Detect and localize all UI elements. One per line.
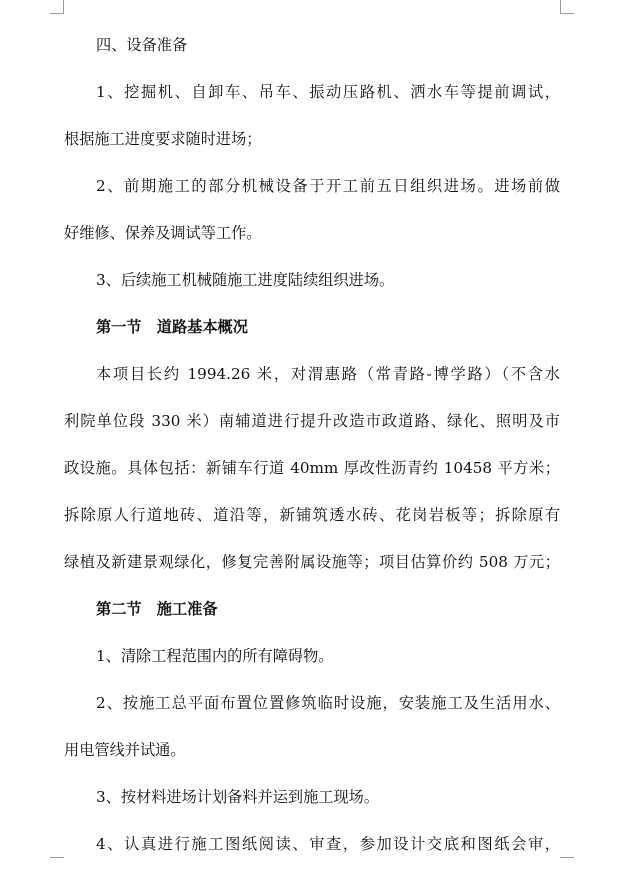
text-line: 绿植及新建景观绿化，修复完善附属设施等；项目估算价约 508 万元； [64,553,560,571]
text-line: 4、认真进行施工图纸阅读、审查，参加设计交底和图纸会审， [96,835,560,853]
text-line: 2、按施工总平面布置位置修筑临时设施，安装施工及生活用水、 [96,694,560,712]
document-body [64,29,560,875]
text-line: 根据施工进度要求随时进场； [64,130,262,148]
text-line: 2、前期施工的部分机械设备于开工前五日组织进场。进场前做 [96,177,560,195]
text-line: 好维修、保养及调试等工作。 [64,224,262,242]
crop-mark-top-left-horizontal [50,13,64,14]
text-line: 3、后续施工机械随施工进度陆续组织进场。 [96,271,395,289]
section-heading: 第二节 施工准备 [96,600,218,618]
text-line: 1、清除工程范围内的所有障碍物。 [96,647,334,665]
text-line: 3、按材料进场计划备料并运到施工现场。 [96,788,380,806]
text-line: 利院单位段 330 米）南辅道进行提升改造市政道路、绿化、照明及市 [64,412,560,430]
crop-mark-bottom-left-horizontal [50,857,64,858]
text-line: 用电管线并试通。 [64,741,186,759]
text-line: 四、设备准备 [96,36,188,54]
section-heading: 第一节 道路基本概况 [96,318,248,336]
text-line: 1、挖掘机、自卸车、吊车、振动压路机、洒水车等提前调试， [96,83,560,101]
crop-mark-top-left-vertical [63,0,64,14]
crop-mark-top-right-horizontal [560,13,574,14]
text-line: 本项目长约 1994.26 米，对渭惠路（常青路-博学路）（不含水 [96,365,560,383]
crop-mark-top-right-vertical [560,0,561,14]
text-line: 政设施。具体包括：新铺车行道 40mm 厚改性沥青约 10458 平方米； [64,459,560,477]
crop-mark-bottom-right-horizontal [560,857,574,858]
text-line: 拆除原人行道地砖、道沿等，新铺筑透水砖、花岗岩板等；拆除原有 [64,506,560,524]
